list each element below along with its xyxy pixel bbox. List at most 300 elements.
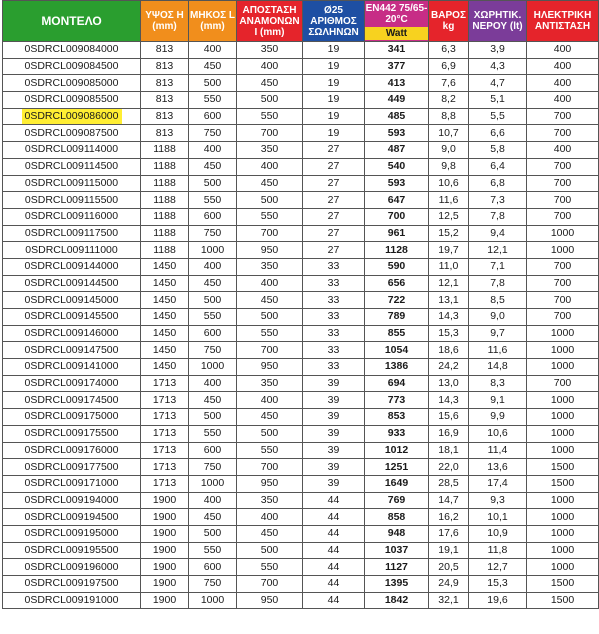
table-row bbox=[3, 75, 599, 92]
cell-tubes: 39 bbox=[303, 459, 365, 476]
cell-height: 1900 bbox=[141, 576, 189, 593]
cell-distance: 350 bbox=[237, 492, 303, 509]
cell-model: 0SDRCL009175000 bbox=[3, 409, 141, 426]
cell-tubes: 33 bbox=[303, 359, 365, 376]
cell-weight: 6,3 bbox=[429, 42, 469, 59]
table-row bbox=[3, 542, 599, 559]
cell-model: 0SDRCL009146000 bbox=[3, 325, 141, 342]
table-row bbox=[3, 442, 599, 459]
cell-weight: 12,5 bbox=[429, 208, 469, 225]
cell-capacity: 11,6 bbox=[469, 342, 527, 359]
cell-tubes: 19 bbox=[303, 108, 365, 125]
cell-tubes: 39 bbox=[303, 375, 365, 392]
cell-resistance: 400 bbox=[527, 92, 599, 109]
cell-distance: 350 bbox=[237, 375, 303, 392]
cell-resistance: 1000 bbox=[527, 542, 599, 559]
table-row bbox=[3, 242, 599, 259]
cell-weight: 18,1 bbox=[429, 442, 469, 459]
cell-resistance: 400 bbox=[527, 42, 599, 59]
cell-tubes: 44 bbox=[303, 592, 365, 609]
cell-length: 450 bbox=[189, 158, 237, 175]
header-height: ΥΨΟΣ H (mm) bbox=[141, 1, 189, 42]
cell-height: 1713 bbox=[141, 459, 189, 476]
cell-distance: 450 bbox=[237, 75, 303, 92]
cell-model: 0SDRCL009085500 bbox=[3, 92, 141, 109]
cell-tubes: 27 bbox=[303, 142, 365, 159]
cell-power: 377 bbox=[365, 58, 429, 75]
cell-weight: 13,1 bbox=[429, 292, 469, 309]
cell-power: 1054 bbox=[365, 342, 429, 359]
cell-capacity: 3,9 bbox=[469, 42, 527, 59]
header-power-standard: EN442 75/65-20°C bbox=[365, 3, 428, 25]
table-row bbox=[3, 158, 599, 175]
cell-resistance: 700 bbox=[527, 292, 599, 309]
cell-height: 1713 bbox=[141, 475, 189, 492]
cell-length: 550 bbox=[189, 92, 237, 109]
cell-power: 700 bbox=[365, 208, 429, 225]
cell-model: 0SDRCL009111000 bbox=[3, 242, 141, 259]
cell-distance: 500 bbox=[237, 542, 303, 559]
cell-model: 0SDRCL009144500 bbox=[3, 275, 141, 292]
cell-power: 773 bbox=[365, 392, 429, 409]
cell-power: 1649 bbox=[365, 475, 429, 492]
cell-capacity: 13,6 bbox=[469, 459, 527, 476]
cell-length: 750 bbox=[189, 576, 237, 593]
cell-model: 0SDRCL009195500 bbox=[3, 542, 141, 559]
cell-length: 450 bbox=[189, 509, 237, 526]
cell-height: 1900 bbox=[141, 525, 189, 542]
header-distance: ΑΠΟΣΤΑΣΗ ΑΝΑΜΟΝΩΝ I (mm) bbox=[237, 1, 303, 42]
cell-height: 1713 bbox=[141, 442, 189, 459]
cell-power: 1251 bbox=[365, 459, 429, 476]
cell-distance: 350 bbox=[237, 142, 303, 159]
cell-model: 0SDRCL009175500 bbox=[3, 425, 141, 442]
table-row bbox=[3, 258, 599, 275]
header-model: ΜΟΝΤΕΛΟ bbox=[3, 1, 141, 42]
cell-power: 933 bbox=[365, 425, 429, 442]
cell-height: 1188 bbox=[141, 242, 189, 259]
cell-distance: 500 bbox=[237, 92, 303, 109]
cell-model: 0SDRCL009115500 bbox=[3, 192, 141, 209]
table-row bbox=[3, 125, 599, 142]
cell-capacity: 7,8 bbox=[469, 275, 527, 292]
cell-model: 0SDRCL009085000 bbox=[3, 75, 141, 92]
cell-resistance: 700 bbox=[527, 192, 599, 209]
cell-distance: 700 bbox=[237, 225, 303, 242]
cell-weight: 9,8 bbox=[429, 158, 469, 175]
table-row bbox=[3, 225, 599, 242]
table-row bbox=[3, 559, 599, 576]
cell-height: 1188 bbox=[141, 142, 189, 159]
cell-model: 0SDRCL009174000 bbox=[3, 375, 141, 392]
cell-height: 1713 bbox=[141, 425, 189, 442]
cell-height: 1188 bbox=[141, 192, 189, 209]
cell-height: 1450 bbox=[141, 275, 189, 292]
cell-model: 0SDRCL009177500 bbox=[3, 459, 141, 476]
cell-resistance: 1500 bbox=[527, 459, 599, 476]
header-row bbox=[3, 1, 599, 42]
cell-height: 1713 bbox=[141, 409, 189, 426]
cell-capacity: 12,1 bbox=[469, 242, 527, 259]
cell-model: 0SDRCL009116000 bbox=[3, 208, 141, 225]
cell-length: 550 bbox=[189, 309, 237, 326]
cell-power: 1842 bbox=[365, 592, 429, 609]
cell-power: 341 bbox=[365, 42, 429, 59]
cell-tubes: 44 bbox=[303, 576, 365, 593]
radiator-spec-table bbox=[2, 0, 599, 609]
cell-power: 485 bbox=[365, 108, 429, 125]
cell-distance: 700 bbox=[237, 342, 303, 359]
highlighted-model: 0SDRCL009086000 bbox=[22, 109, 122, 124]
cell-model: 0SDRCL009115000 bbox=[3, 175, 141, 192]
cell-length: 1000 bbox=[189, 242, 237, 259]
header-resistance: ΗΛΕΚΤΡΙΚΗ ΑΝΤΙΣΤΑΣΗ bbox=[527, 1, 599, 42]
cell-distance: 400 bbox=[237, 158, 303, 175]
cell-resistance: 400 bbox=[527, 142, 599, 159]
table-row bbox=[3, 58, 599, 75]
cell-height: 813 bbox=[141, 58, 189, 75]
cell-capacity: 9,9 bbox=[469, 409, 527, 426]
cell-length: 500 bbox=[189, 525, 237, 542]
cell-tubes: 44 bbox=[303, 559, 365, 576]
cell-distance: 550 bbox=[237, 208, 303, 225]
cell-tubes: 39 bbox=[303, 409, 365, 426]
cell-length: 400 bbox=[189, 375, 237, 392]
cell-capacity: 10,6 bbox=[469, 425, 527, 442]
cell-tubes: 19 bbox=[303, 92, 365, 109]
cell-length: 600 bbox=[189, 108, 237, 125]
cell-resistance: 1000 bbox=[527, 409, 599, 426]
cell-tubes: 27 bbox=[303, 175, 365, 192]
cell-weight: 14,3 bbox=[429, 392, 469, 409]
cell-model: 0SDRCL009174500 bbox=[3, 392, 141, 409]
cell-weight: 16,2 bbox=[429, 509, 469, 526]
cell-power: 961 bbox=[365, 225, 429, 242]
cell-model: 0SDRCL009117500 bbox=[3, 225, 141, 242]
cell-capacity: 5,8 bbox=[469, 142, 527, 159]
cell-height: 1713 bbox=[141, 392, 189, 409]
cell-power: 1127 bbox=[365, 559, 429, 576]
table-row bbox=[3, 192, 599, 209]
cell-length: 400 bbox=[189, 142, 237, 159]
cell-weight: 24,9 bbox=[429, 576, 469, 593]
cell-length: 500 bbox=[189, 75, 237, 92]
table-row bbox=[3, 592, 599, 609]
cell-length: 600 bbox=[189, 325, 237, 342]
cell-capacity: 9,3 bbox=[469, 492, 527, 509]
cell-tubes: 19 bbox=[303, 75, 365, 92]
cell-resistance: 1000 bbox=[527, 442, 599, 459]
cell-weight: 13,0 bbox=[429, 375, 469, 392]
cell-distance: 450 bbox=[237, 525, 303, 542]
cell-resistance: 700 bbox=[527, 108, 599, 125]
cell-tubes: 39 bbox=[303, 425, 365, 442]
cell-capacity: 4,7 bbox=[469, 75, 527, 92]
cell-capacity: 7,3 bbox=[469, 192, 527, 209]
table-body bbox=[3, 42, 599, 609]
cell-capacity: 12,7 bbox=[469, 559, 527, 576]
cell-capacity: 6,4 bbox=[469, 158, 527, 175]
cell-resistance: 1000 bbox=[527, 325, 599, 342]
cell-weight: 28,5 bbox=[429, 475, 469, 492]
cell-capacity: 9,0 bbox=[469, 309, 527, 326]
cell-height: 1713 bbox=[141, 375, 189, 392]
cell-capacity: 8,5 bbox=[469, 292, 527, 309]
cell-capacity: 9,4 bbox=[469, 225, 527, 242]
cell-height: 1450 bbox=[141, 258, 189, 275]
cell-power: 769 bbox=[365, 492, 429, 509]
table-row bbox=[3, 492, 599, 509]
cell-power: 647 bbox=[365, 192, 429, 209]
cell-distance: 500 bbox=[237, 192, 303, 209]
cell-model: 0SDRCL009176000 bbox=[3, 442, 141, 459]
cell-distance: 400 bbox=[237, 509, 303, 526]
cell-distance: 550 bbox=[237, 108, 303, 125]
cell-distance: 550 bbox=[237, 559, 303, 576]
cell-distance: 550 bbox=[237, 442, 303, 459]
cell-resistance: 1000 bbox=[527, 509, 599, 526]
table-row bbox=[3, 409, 599, 426]
cell-capacity: 17,4 bbox=[469, 475, 527, 492]
cell-weight: 10,7 bbox=[429, 125, 469, 142]
cell-capacity: 9,1 bbox=[469, 392, 527, 409]
cell-distance: 400 bbox=[237, 392, 303, 409]
cell-length: 550 bbox=[189, 542, 237, 559]
cell-weight: 19,7 bbox=[429, 242, 469, 259]
cell-height: 813 bbox=[141, 75, 189, 92]
cell-tubes: 44 bbox=[303, 509, 365, 526]
cell-power: 722 bbox=[365, 292, 429, 309]
cell-tubes: 33 bbox=[303, 258, 365, 275]
table-row bbox=[3, 42, 599, 59]
cell-length: 500 bbox=[189, 409, 237, 426]
cell-tubes: 19 bbox=[303, 58, 365, 75]
cell-length: 1000 bbox=[189, 592, 237, 609]
cell-weight: 24,2 bbox=[429, 359, 469, 376]
cell-model: 0SDRCL009084500 bbox=[3, 58, 141, 75]
cell-tubes: 33 bbox=[303, 309, 365, 326]
cell-height: 1450 bbox=[141, 359, 189, 376]
cell-distance: 700 bbox=[237, 576, 303, 593]
table-row bbox=[3, 92, 599, 109]
cell-height: 1188 bbox=[141, 175, 189, 192]
cell-length: 1000 bbox=[189, 359, 237, 376]
cell-distance: 950 bbox=[237, 359, 303, 376]
cell-capacity: 5,1 bbox=[469, 92, 527, 109]
cell-model: 0SDRCL009145000 bbox=[3, 292, 141, 309]
cell-height: 1900 bbox=[141, 492, 189, 509]
cell-resistance: 1000 bbox=[527, 425, 599, 442]
cell-length: 400 bbox=[189, 42, 237, 59]
cell-resistance: 400 bbox=[527, 58, 599, 75]
cell-distance: 350 bbox=[237, 258, 303, 275]
cell-power: 1386 bbox=[365, 359, 429, 376]
cell-distance: 450 bbox=[237, 409, 303, 426]
cell-length: 600 bbox=[189, 559, 237, 576]
table-row bbox=[3, 142, 599, 159]
cell-length: 400 bbox=[189, 492, 237, 509]
cell-model: 0SDRCL009114500 bbox=[3, 158, 141, 175]
cell-model: 0SDRCL009197500 bbox=[3, 576, 141, 593]
cell-weight: 20,5 bbox=[429, 559, 469, 576]
header-weight: ΒΑΡΟΣ kg bbox=[429, 1, 469, 42]
cell-resistance: 400 bbox=[527, 75, 599, 92]
table-row bbox=[3, 275, 599, 292]
cell-weight: 14,3 bbox=[429, 309, 469, 326]
cell-length: 550 bbox=[189, 192, 237, 209]
header-power bbox=[365, 1, 429, 42]
cell-height: 1900 bbox=[141, 509, 189, 526]
cell-distance: 700 bbox=[237, 125, 303, 142]
cell-model: 0SDRCL009195000 bbox=[3, 525, 141, 542]
table-row bbox=[3, 576, 599, 593]
cell-tubes: 44 bbox=[303, 542, 365, 559]
cell-power: 1128 bbox=[365, 242, 429, 259]
cell-height: 1450 bbox=[141, 309, 189, 326]
cell-weight: 9,0 bbox=[429, 142, 469, 159]
cell-weight: 12,1 bbox=[429, 275, 469, 292]
cell-length: 450 bbox=[189, 58, 237, 75]
cell-resistance: 1000 bbox=[527, 242, 599, 259]
cell-resistance: 1500 bbox=[527, 576, 599, 593]
cell-weight: 17,6 bbox=[429, 525, 469, 542]
cell-distance: 350 bbox=[237, 42, 303, 59]
header-tubes: Ø25 ΑΡΙΘΜΟΣ ΣΩΛΗΝΩΝ bbox=[303, 1, 365, 42]
cell-resistance: 1000 bbox=[527, 492, 599, 509]
cell-length: 600 bbox=[189, 208, 237, 225]
cell-model: 0SDRCL009145500 bbox=[3, 309, 141, 326]
cell-height: 1188 bbox=[141, 208, 189, 225]
cell-power: 590 bbox=[365, 258, 429, 275]
cell-weight: 18,6 bbox=[429, 342, 469, 359]
cell-tubes: 19 bbox=[303, 42, 365, 59]
header-length: ΜΗΚΟΣ L (mm) bbox=[189, 1, 237, 42]
cell-model: 0SDRCL009141000 bbox=[3, 359, 141, 376]
cell-model: 0SDRCL009194500 bbox=[3, 509, 141, 526]
cell-resistance: 700 bbox=[527, 175, 599, 192]
cell-weight: 22,0 bbox=[429, 459, 469, 476]
cell-power: 593 bbox=[365, 125, 429, 142]
cell-model: 0SDRCL009147500 bbox=[3, 342, 141, 359]
cell-length: 450 bbox=[189, 392, 237, 409]
cell-height: 813 bbox=[141, 108, 189, 125]
cell-tubes: 33 bbox=[303, 292, 365, 309]
cell-capacity: 11,8 bbox=[469, 542, 527, 559]
cell-power: 413 bbox=[365, 75, 429, 92]
cell-length: 750 bbox=[189, 225, 237, 242]
cell-weight: 16,9 bbox=[429, 425, 469, 442]
table-row bbox=[3, 325, 599, 342]
table-row bbox=[3, 509, 599, 526]
table-row bbox=[3, 309, 599, 326]
cell-resistance: 700 bbox=[527, 309, 599, 326]
cell-weight: 8,2 bbox=[429, 92, 469, 109]
cell-tubes: 39 bbox=[303, 392, 365, 409]
cell-resistance: 700 bbox=[527, 275, 599, 292]
cell-tubes: 39 bbox=[303, 442, 365, 459]
cell-weight: 15,6 bbox=[429, 409, 469, 426]
cell-tubes: 27 bbox=[303, 158, 365, 175]
cell-power: 1037 bbox=[365, 542, 429, 559]
cell-capacity: 4,3 bbox=[469, 58, 527, 75]
cell-power: 855 bbox=[365, 325, 429, 342]
table-row bbox=[3, 392, 599, 409]
cell-capacity: 8,3 bbox=[469, 375, 527, 392]
cell-tubes: 27 bbox=[303, 208, 365, 225]
cell-tubes: 27 bbox=[303, 242, 365, 259]
table-row bbox=[3, 108, 599, 125]
cell-tubes: 44 bbox=[303, 492, 365, 509]
cell-height: 1450 bbox=[141, 325, 189, 342]
cell-power: 694 bbox=[365, 375, 429, 392]
cell-height: 1900 bbox=[141, 542, 189, 559]
cell-length: 450 bbox=[189, 275, 237, 292]
cell-power: 858 bbox=[365, 509, 429, 526]
cell-tubes: 33 bbox=[303, 342, 365, 359]
cell-capacity: 10,1 bbox=[469, 509, 527, 526]
table-row bbox=[3, 359, 599, 376]
table-row bbox=[3, 342, 599, 359]
cell-model: 0SDRCL009171000 bbox=[3, 475, 141, 492]
cell-power: 853 bbox=[365, 409, 429, 426]
cell-model: 0SDRCL009144000 bbox=[3, 258, 141, 275]
cell-resistance: 1000 bbox=[527, 392, 599, 409]
cell-model: 0SDRCL009084000 bbox=[3, 42, 141, 59]
cell-height: 813 bbox=[141, 125, 189, 142]
cell-power: 789 bbox=[365, 309, 429, 326]
cell-model: 0SDRCL009196000 bbox=[3, 559, 141, 576]
cell-weight: 32,1 bbox=[429, 592, 469, 609]
cell-resistance: 1500 bbox=[527, 592, 599, 609]
cell-weight: 15,3 bbox=[429, 325, 469, 342]
cell-height: 813 bbox=[141, 92, 189, 109]
cell-distance: 700 bbox=[237, 459, 303, 476]
cell-distance: 400 bbox=[237, 58, 303, 75]
cell-length: 750 bbox=[189, 459, 237, 476]
cell-resistance: 700 bbox=[527, 375, 599, 392]
cell-power: 1395 bbox=[365, 576, 429, 593]
cell-power: 540 bbox=[365, 158, 429, 175]
cell-weight: 14,7 bbox=[429, 492, 469, 509]
cell-height: 1188 bbox=[141, 158, 189, 175]
cell-capacity: 11,4 bbox=[469, 442, 527, 459]
cell-distance: 400 bbox=[237, 275, 303, 292]
cell-length: 1000 bbox=[189, 475, 237, 492]
cell-distance: 550 bbox=[237, 325, 303, 342]
cell-model: 0SDRCL009191000 bbox=[3, 592, 141, 609]
cell-power: 1012 bbox=[365, 442, 429, 459]
cell-capacity: 6,6 bbox=[469, 125, 527, 142]
cell-capacity: 15,3 bbox=[469, 576, 527, 593]
cell-power: 593 bbox=[365, 175, 429, 192]
table-row bbox=[3, 375, 599, 392]
cell-weight: 7,6 bbox=[429, 75, 469, 92]
table-row bbox=[3, 525, 599, 542]
cell-height: 1900 bbox=[141, 559, 189, 576]
cell-capacity: 19,6 bbox=[469, 592, 527, 609]
cell-distance: 500 bbox=[237, 309, 303, 326]
cell-power: 449 bbox=[365, 92, 429, 109]
cell-power: 656 bbox=[365, 275, 429, 292]
table-row bbox=[3, 475, 599, 492]
header-capacity: ΧΩΡΗΤΙΚ. ΝΕΡΟΥ (lt) bbox=[469, 1, 527, 42]
cell-length: 750 bbox=[189, 342, 237, 359]
cell-weight: 8,8 bbox=[429, 108, 469, 125]
cell-model: 0SDRCL009114000 bbox=[3, 142, 141, 159]
cell-distance: 450 bbox=[237, 175, 303, 192]
cell-model: 0SDRCL009087500 bbox=[3, 125, 141, 142]
cell-weight: 11,6 bbox=[429, 192, 469, 209]
